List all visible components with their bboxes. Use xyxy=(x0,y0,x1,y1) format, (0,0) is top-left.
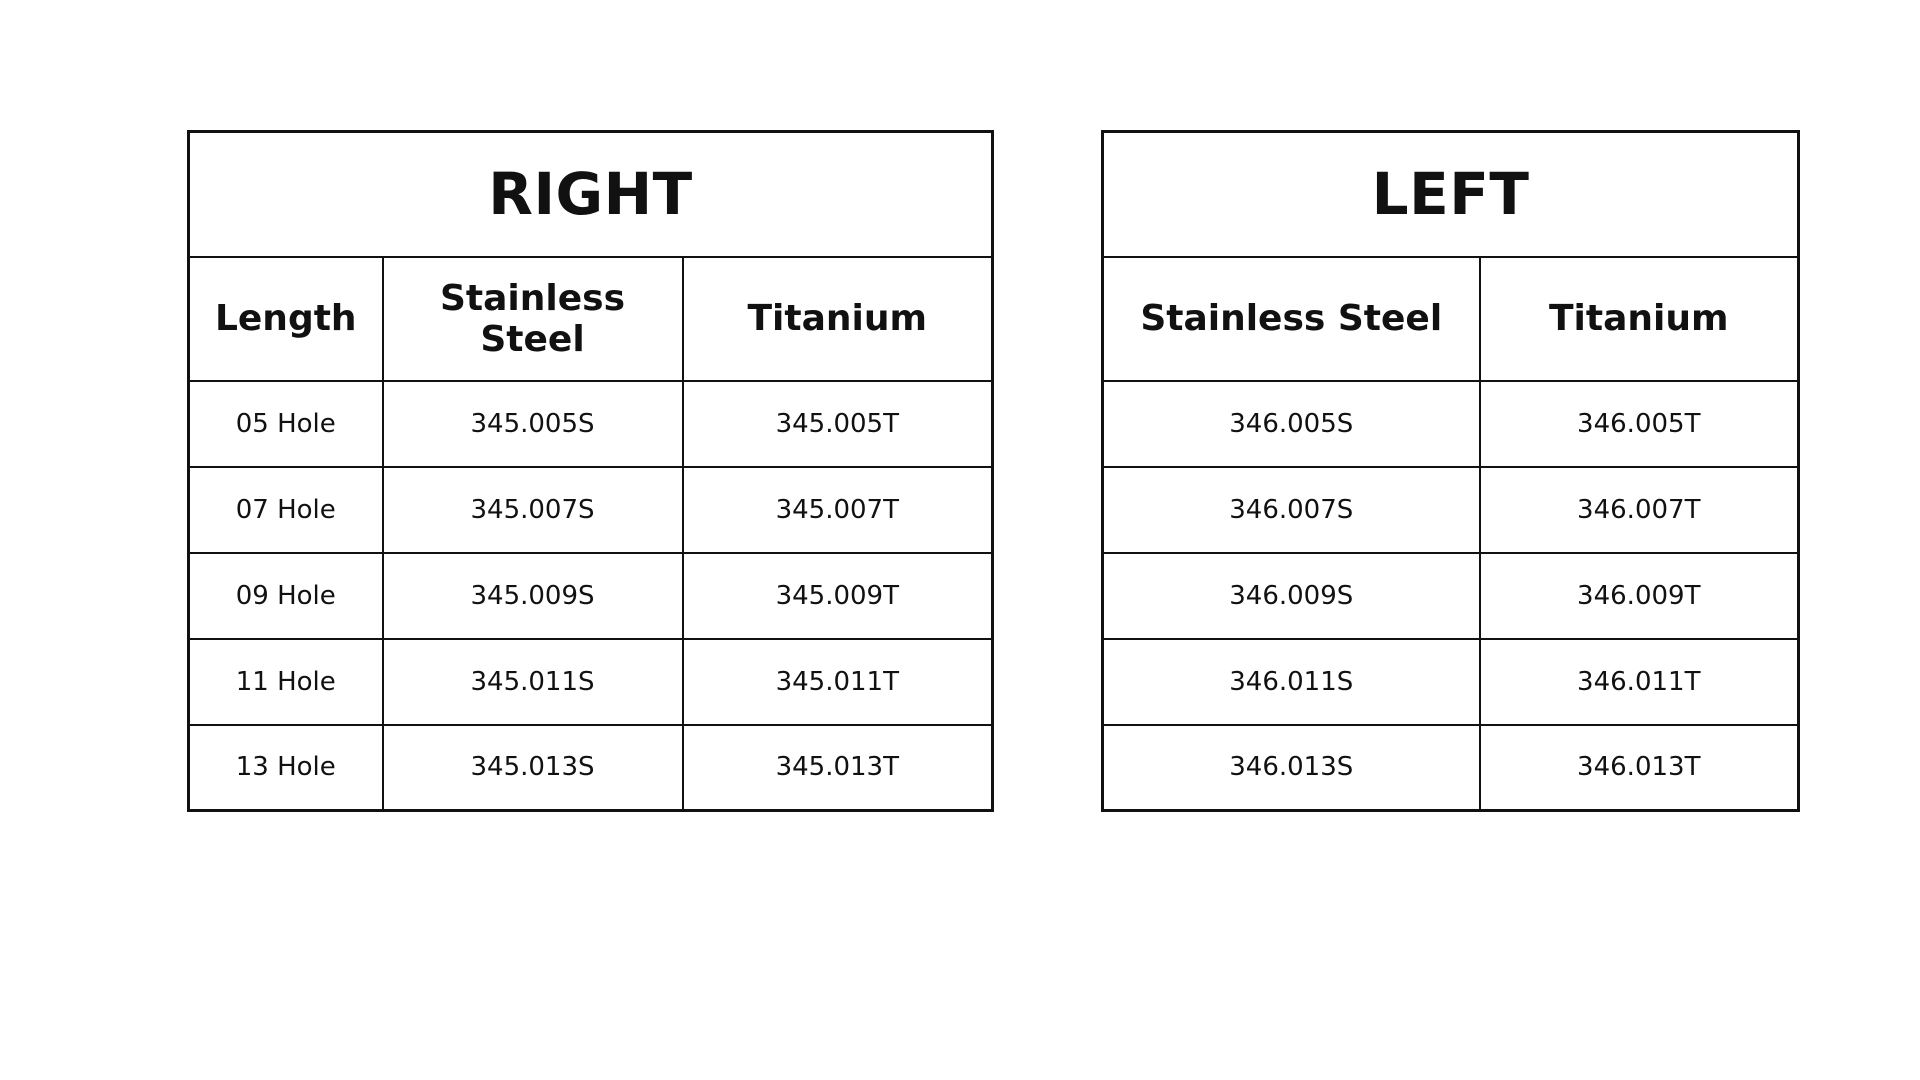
right-part-table xyxy=(187,130,994,812)
length-cell: 13 Hole xyxy=(189,725,383,811)
length-column-header: Length xyxy=(189,257,383,381)
titanium-part-cell: 346.011T xyxy=(1480,639,1799,725)
table-row xyxy=(189,381,993,467)
stainless-steel-part-cell: 345.013S xyxy=(383,725,683,811)
titanium-part-cell: 345.011T xyxy=(683,639,993,725)
titanium-part-cell: 346.005T xyxy=(1480,381,1799,467)
table-row xyxy=(1103,725,1799,811)
titanium-part-cell: 345.005T xyxy=(683,381,993,467)
length-cell: 07 Hole xyxy=(189,467,383,553)
length-cell: 09 Hole xyxy=(189,553,383,639)
length-cell: 11 Hole xyxy=(189,639,383,725)
titanium-part-cell: 346.007T xyxy=(1480,467,1799,553)
stainless-steel-part-cell: 345.005S xyxy=(383,381,683,467)
stainless-steel-part-cell: 346.009S xyxy=(1103,553,1480,639)
titanium-part-cell: 345.007T xyxy=(683,467,993,553)
right-table-title: RIGHT xyxy=(189,132,993,257)
table-row xyxy=(1103,639,1799,725)
titanium-part-cell: 345.013T xyxy=(683,725,993,811)
titanium-column-header: Titanium xyxy=(1480,257,1799,381)
titanium-column-header: Titanium xyxy=(683,257,993,381)
length-cell: 05 Hole xyxy=(189,381,383,467)
stainless-steel-part-cell: 345.009S xyxy=(383,553,683,639)
left-part-table xyxy=(1101,130,1800,812)
stainless-steel-part-cell: 345.007S xyxy=(383,467,683,553)
table-row xyxy=(189,553,993,639)
titanium-part-cell: 345.009T xyxy=(683,553,993,639)
left-table-title: LEFT xyxy=(1103,132,1799,257)
stainless-steel-part-cell: 346.011S xyxy=(1103,639,1480,725)
titanium-part-cell: 346.013T xyxy=(1480,725,1799,811)
titanium-part-cell: 346.009T xyxy=(1480,553,1799,639)
stainless-steel-part-cell: 346.007S xyxy=(1103,467,1480,553)
stainless-steel-column-header: Stainless Steel xyxy=(1103,257,1480,381)
table-row xyxy=(1103,553,1799,639)
table-row xyxy=(189,725,993,811)
stainless-steel-part-cell: 345.011S xyxy=(383,639,683,725)
table-row xyxy=(189,639,993,725)
table-row xyxy=(189,467,993,553)
stainless-steel-part-cell: 346.013S xyxy=(1103,725,1480,811)
table-row xyxy=(1103,467,1799,553)
stainless-steel-part-cell: 346.005S xyxy=(1103,381,1480,467)
table-row xyxy=(1103,381,1799,467)
stainless-steel-column-header: Stainless Steel xyxy=(383,257,683,381)
